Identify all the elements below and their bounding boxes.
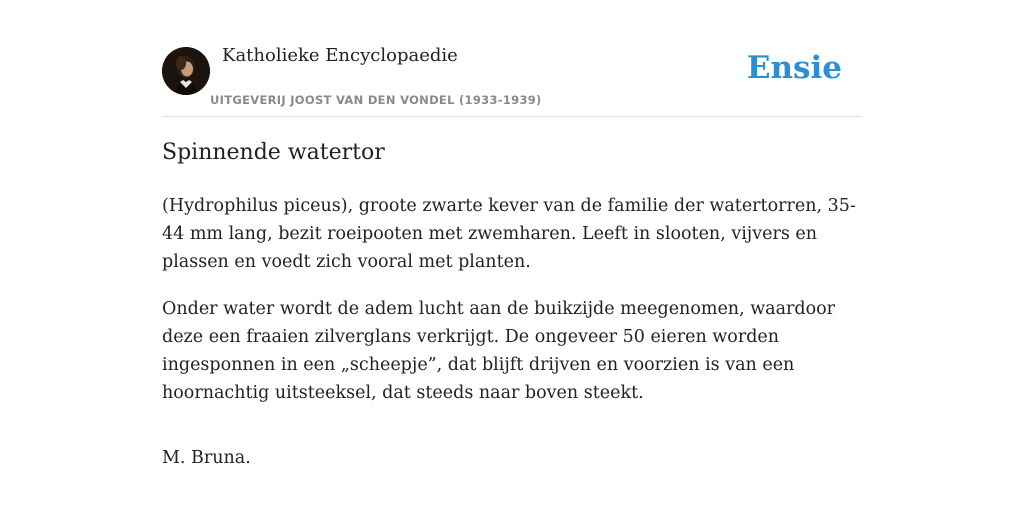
brand-logo[interactable]: Ensie <box>746 50 842 86</box>
article-author: M. Bruna. <box>162 448 251 468</box>
publication-subtitle: UITGEVERIJ JOOST VAN DEN VONDEL (1933-1939) <box>210 93 542 107</box>
publication-avatar[interactable] <box>162 47 210 95</box>
article-body <box>162 192 862 491</box>
article-paragraph: Onder water wordt de adem lucht aan de buikzijde meegenomen, waardoor deze een fraaien zilverglans verkrijgt. De ongeveer 50 eieren worden ingesponnen in een „scheepje”, dat blijft drijven en voorzien is van een hoornachtig uitsteeksel, dat steeds naar boven steekt. <box>162 299 836 403</box>
article-title: Spinnende watertor <box>162 140 385 165</box>
article-paragraph: (Hydrophilus piceus), groote zwarte kever van de familie der watertorren, 35-44 mm lang, bezit roeipooten met zwemharen. Leeft in slooten, vijvers en plassen en voedt zich vooral met planten. <box>162 196 856 272</box>
portrait-icon <box>162 47 210 95</box>
page <box>162 0 862 512</box>
publication-title[interactable]: Katholieke Encyclopaedie <box>222 45 458 66</box>
header <box>162 0 862 117</box>
